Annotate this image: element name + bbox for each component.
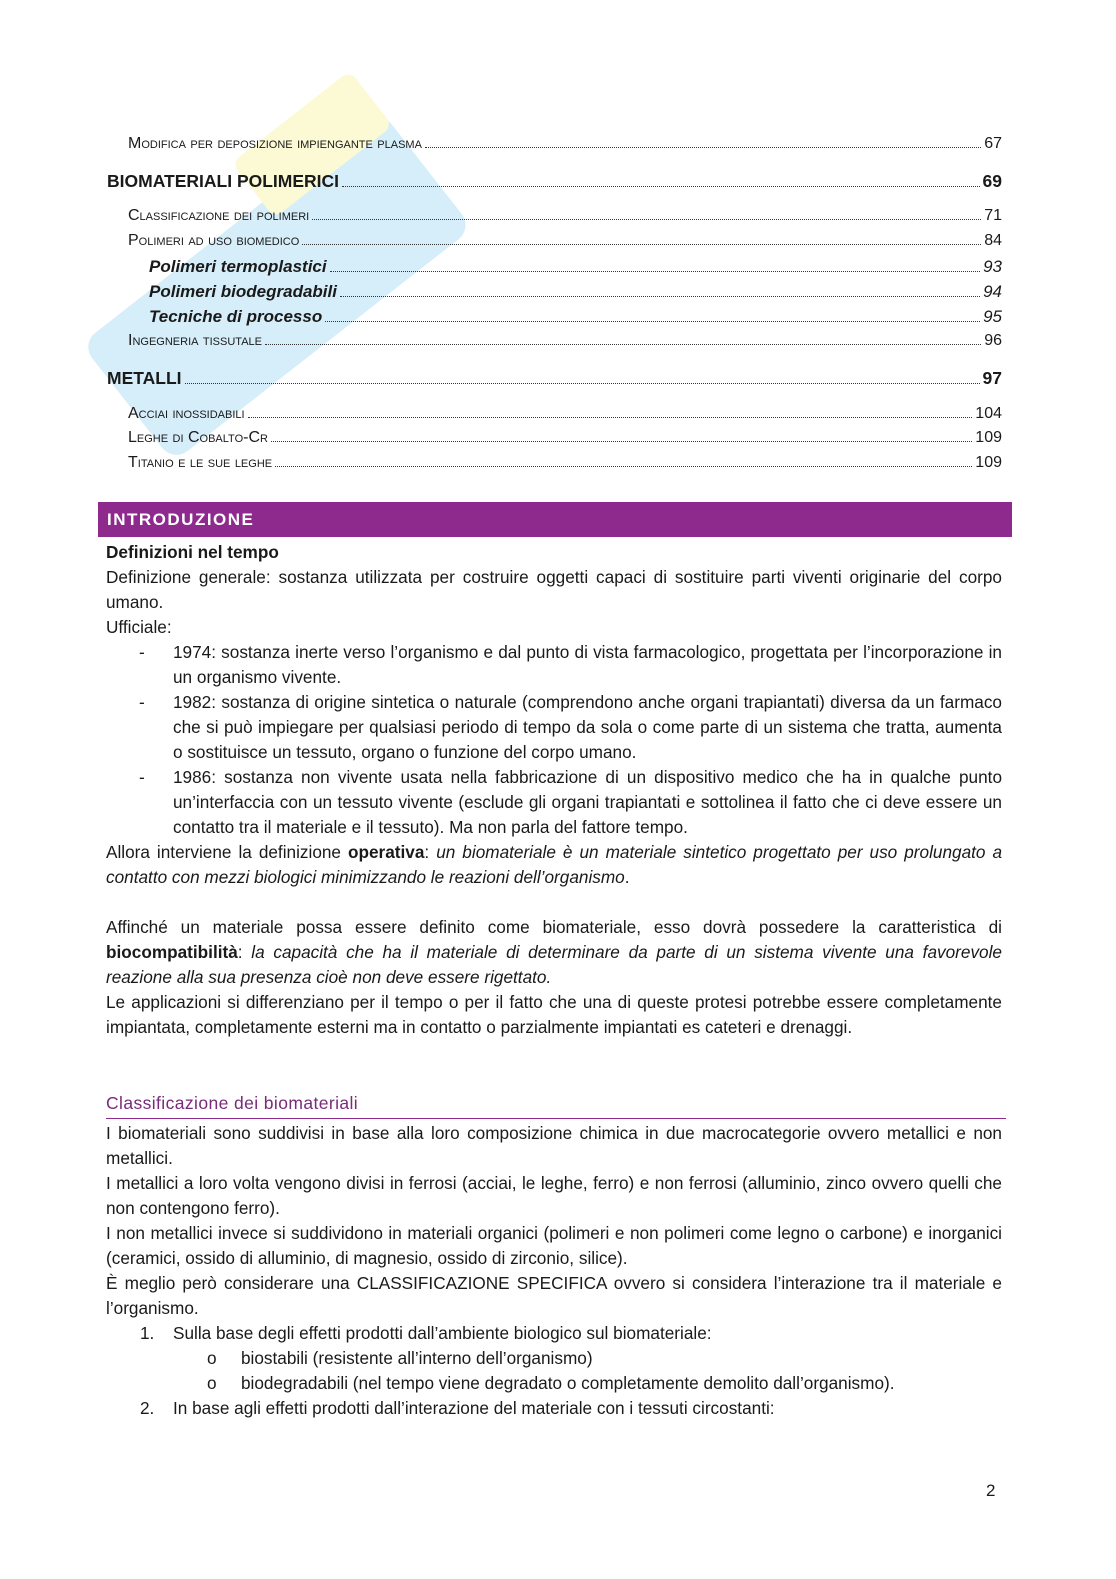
paragraph: I non metallici invece si suddividono in materiali organici (polimeri e non polimeri come legno o carbone) e inorganici (ceramici, ossido di alluminio, di magnesio, ossido di zirconio, silice). bbox=[106, 1223, 1002, 1268]
subsection-heading: Classificazione dei biomateriali bbox=[106, 1093, 1006, 1119]
toc-entry[interactable]: Polimeri termoplastici 93 bbox=[149, 257, 1002, 276]
page-number: 2 bbox=[986, 1481, 996, 1500]
applications-paragraph: Le applicazioni si differenziano per il tempo o per il fatto che una di queste protesi potrebbe essere completamente impiantata, completamente esterni ma in contatto o parzialmente impiantati es cateteri e drenaggi. bbox=[106, 992, 1002, 1037]
paragraph: I metallici a loro volta vengono divisi in ferrosi (acciai, le leghe, ferro) e non ferrosi (alluminio, zinco ovvero quelli che non contengono ferro). bbox=[106, 1173, 1002, 1218]
operative-definition: Allora interviene la definizione operativa: un biomateriale è un materiale sintetico progettato per uso prolungato a contatto con mezzi biologici minimizzando le reazioni dell’organismo. bbox=[106, 842, 1003, 887]
classification-body bbox=[106, 1121, 1002, 1421]
toc-entry[interactable]: BIOMATERIALI POLIMERICI 69 bbox=[107, 171, 1002, 191]
intro-heading: Definizioni nel tempo bbox=[106, 542, 279, 562]
definition-item: - 1974: sostanza inerte verso l’organismo e dal punto di vista farmacologico, progettata per l’incorporazione in un organismo vivente. bbox=[139, 642, 1002, 687]
general-definition: Definizione generale: sostanza utilizzata per costruire oggetti capaci di sostituire parti viventi originarie del corpo umano. bbox=[106, 567, 1002, 612]
toc-entry[interactable]: Titanio e le sue leghe 109 bbox=[128, 454, 1002, 471]
toc-entry[interactable]: Acciai inossidabili 104 bbox=[128, 405, 1002, 422]
paragraph: I biomateriali sono suddivisi in base alla loro composizione chimica in due macrocategorie ovvero metallici e non metallici. bbox=[106, 1123, 1002, 1168]
toc-entry[interactable]: Ingegneria tissutale 96 bbox=[128, 332, 1002, 349]
paragraph: È meglio però considerare una CLASSIFICAZIONE SPECIFICA ovvero si considera l’interazione tra il materiale e l’organismo. bbox=[106, 1273, 1002, 1318]
bullet-item: o biostabili (resistente all’interno dell’organismo) bbox=[207, 1348, 593, 1368]
toc-entry[interactable]: Classificazione dei polimeri 71 bbox=[128, 207, 1002, 224]
toc-entry[interactable]: METALLI 97 bbox=[107, 368, 1002, 388]
definition-item: - 1986: sostanza non vivente usata nella fabbricazione di un dispositivo medico che ha in qualche punto un’interfaccia con un tessuto vivente (esclude gli organi trapiantati e sottolinea il fatto che ci deve essere un contatto tra il materiale e il tessuto). Ma non parla del fattore tempo. bbox=[139, 767, 1002, 837]
bullet-item: o biodegradabili (nel tempo viene degradato o completamente demolito dall’organismo). bbox=[207, 1373, 895, 1393]
section-header-introduzione: INTRODUZIONE bbox=[98, 502, 1012, 537]
toc-entry[interactable]: Modifica per deposizione impiengante plasma 67 bbox=[128, 135, 1002, 152]
biocompatibility-paragraph: Affinché un materiale possa essere definito come biomateriale, esso dovrà possedere la caratteristica di biocompatibilità: la capacità che ha il materiale di determinare da parte di un sistema vivente una favorevole reazione alla sua presenza cioè non deve essere rigettato. bbox=[106, 917, 1002, 987]
definition-item: - 1982: sostanza di origine sintetica o naturale (comprendono anche organi trapiantati) diversa da un farmaco che si può impiegare per qualsiasi periodo di tempo da sola o come parte di un sistema che tratta, aumenta o sostituisce un tessuto, organo o funzione del corpo umano. bbox=[139, 692, 1002, 762]
numbered-item: 1. Sulla base degli effetti prodotti dall’ambiente biologico sul biomateriale: bbox=[140, 1323, 712, 1343]
toc-entry[interactable]: Leghe di Cobalto-Cr 109 bbox=[128, 429, 1002, 446]
intro-body bbox=[106, 540, 1002, 1040]
official-label: Ufficiale: bbox=[106, 617, 172, 637]
numbered-item: 2. In base agli effetti prodotti dall’interazione del materiale con i tessuti circostanti: bbox=[140, 1398, 775, 1418]
toc-entry[interactable]: Polimeri ad uso biomedico 84 bbox=[128, 232, 1002, 249]
toc-entry[interactable]: Tecniche di processo 95 bbox=[149, 307, 1002, 326]
toc-entry[interactable]: Polimeri biodegradabili 94 bbox=[149, 282, 1002, 301]
